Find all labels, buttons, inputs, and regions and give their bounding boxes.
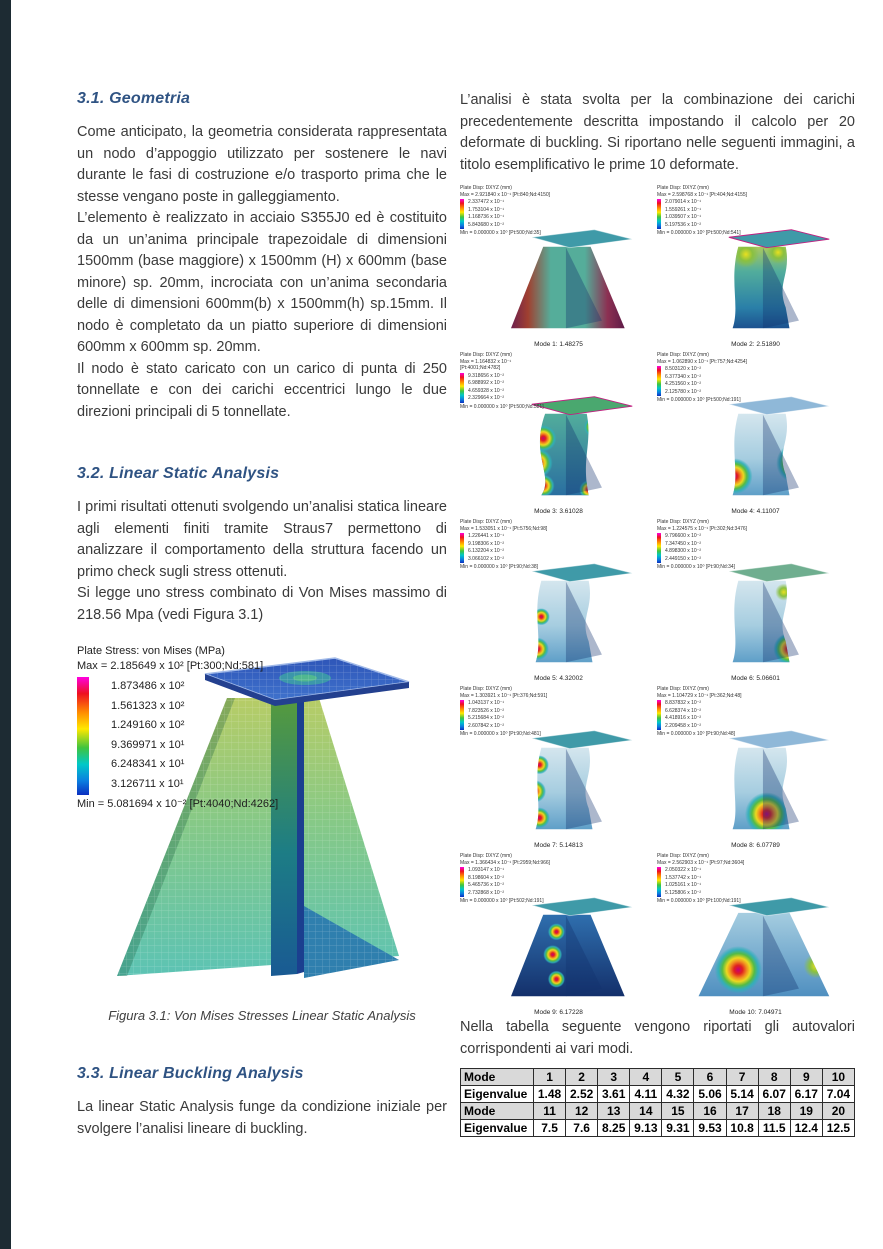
mode-legend-value: 6.377340 x 10⁻²	[665, 373, 701, 380]
mode-label: Mode 10: 7.04971	[729, 1009, 782, 1016]
mode-figure	[460, 683, 657, 850]
mode-legend-min: Min = 0.000000 x 10⁰ [Pt:90;Nd:48]	[657, 731, 736, 737]
mode-legend-title: Plate Disp: DXYZ (mm)	[460, 352, 512, 358]
left-column	[77, 90, 447, 1140]
value-cell: 5.06	[694, 1086, 726, 1103]
value-cell: 2	[566, 1069, 598, 1086]
mode-legend-value: 7.823526 x 10⁻²	[468, 707, 504, 714]
figure-caption: Figura 3.1: Von Mises Stresses Linear Static Analysis	[108, 1008, 416, 1023]
mode-legend-value: 2.050322 x 10⁻¹	[665, 867, 701, 873]
mode-legend-value: 4.418916 x 10⁻²	[665, 715, 701, 721]
legend-value: 3.126711 x 10¹	[111, 777, 184, 790]
paragraph: La linear Static Analysis funge da condizione iniziale per svolgere l’analisi lineare di buckling.	[77, 1099, 447, 1137]
mode-figure	[657, 683, 854, 850]
mode-legend	[657, 686, 749, 738]
value-cell: 9.31	[662, 1120, 694, 1137]
mode-legend-title: Plate Disp: DXYZ (mm)	[657, 686, 709, 692]
mode-legend-max: Max = 1.164832 x 10⁻¹ [Pt:4001;Nd:4782]	[460, 358, 512, 371]
mode-legend-min: Min = 0.000000 x 10⁰ [Pt:90;Nd:481]	[460, 731, 541, 737]
legend-value: 1.561323 x 10²	[111, 699, 185, 712]
value-cell: 6.17	[790, 1086, 822, 1103]
value-cell: 17	[726, 1103, 758, 1120]
table-row	[461, 1103, 855, 1120]
mode-legend-min: Min = 0.000000 x 10⁰ [Pt:500;Nd:581]	[460, 403, 544, 410]
color-scale-bar	[77, 677, 89, 795]
paragraph: Come anticipato, la geometria considerata rappresentata un nodo d’appoggio utilizzato per sostenere le navi durante le fasi di costruzione e/o trasporto prima che le stesse vengano poste in galleggiamento.	[77, 124, 447, 205]
mode-legend-value: 6.628374 x 10⁻²	[665, 707, 701, 714]
mode-legend-value: 5.197536 x 10⁻²	[665, 221, 701, 228]
mode-legend-values	[665, 366, 701, 396]
mode-color-scale-bar	[657, 199, 661, 229]
mode-legend-values	[665, 700, 701, 730]
value-cell: 10	[822, 1069, 854, 1086]
mode-figure	[460, 516, 657, 683]
mode-deformation-plot	[475, 890, 655, 1002]
row-label-cell: Eigenvalue	[461, 1086, 534, 1103]
mode-legend-min: Min = 0.000000 x 10⁰ [Pt:500;Nd:35]	[460, 230, 541, 236]
mode-figure	[657, 182, 854, 349]
mode-legend-value: 8.503120 x 10⁻²	[665, 366, 701, 372]
legend-min: Min = 5.081694 x 10⁻² [Pt:4040;Nd:4262]	[77, 798, 279, 810]
value-cell: 7.6	[566, 1120, 598, 1137]
row-label-cell: Mode	[461, 1103, 534, 1120]
eigenvalue-table	[460, 1068, 855, 1137]
mode-color-scale-bar	[657, 867, 661, 897]
mode-legend-values	[665, 199, 701, 229]
mode-label: Mode 9: 6.17228	[534, 1009, 583, 1016]
mode-legend	[460, 686, 552, 738]
mode-legend-max: Max = 1.062890 x 10⁻¹ [Pt:757;Nd:4254]	[657, 358, 748, 365]
value-cell: 3	[598, 1069, 630, 1086]
mode-legend-value: 9.318656 x 10⁻²	[468, 372, 504, 379]
mode-color-scale-bar	[657, 366, 661, 396]
value-cell: 11.5	[758, 1120, 790, 1137]
table-row	[461, 1120, 855, 1137]
legend-max: Max = 2.185649 x 10² [Pt:300;Nd:581]	[77, 660, 264, 672]
row-label-cell: Mode	[461, 1069, 534, 1086]
mode-legend-max: Max = 2.562903 x 10⁻¹ [Pt:97;Nd:3604]	[657, 859, 745, 866]
mode-legend-value: 6.988992 x 10⁻²	[468, 380, 504, 386]
paragraph: Si legge uno stress combinato di Von Mises massimo di 218.56 Mpa (vedi Figura 3.1)	[77, 585, 447, 623]
mode-legend-title: Plate Disp: DXYZ (mm)	[460, 185, 512, 191]
mode-legend-value: 1.093147 x 10⁻¹	[468, 867, 504, 873]
value-cell: 7.04	[822, 1086, 854, 1103]
paragraph: I primi risultati ottenuti svolgendo un’analisi statica lineare agli elementi finiti tramite Straus7 permettono di analizzare il comportamento della struttura facendo un primo check sugli stress ottenuti.	[77, 499, 447, 580]
mode-legend-max: Max = 1.303921 x 10⁻¹ [Pt:376;Nd:591]	[460, 692, 548, 699]
mode-legend-title: Plate Disp: DXYZ (mm)	[657, 853, 709, 859]
mode-legend-min: Min = 0.000000 x 10⁰ [Pt:90;Nd:38]	[460, 564, 539, 570]
section-heading-linear-buckling: 3.3. Linear Buckling Analysis	[77, 1065, 304, 1082]
mode-legend	[460, 185, 552, 237]
value-cell: 6	[694, 1069, 726, 1086]
mode-legend-value: 5.215684 x 10⁻²	[468, 715, 504, 721]
legend-value: 1.873486 x 10²	[111, 680, 185, 692]
table-row	[461, 1086, 855, 1103]
value-cell: 7.5	[534, 1120, 566, 1137]
mode-figure	[657, 349, 854, 516]
mode-legend-value: 1.025161 x 10⁻¹	[665, 882, 701, 888]
mode-legend-title: Plate Disp: DXYZ (mm)	[460, 686, 512, 692]
mode-legend-value: 2.607842 x 10⁻²	[468, 722, 504, 729]
mode-legend-value: 5.465736 x 10⁻²	[468, 882, 504, 888]
mode-legend-values	[468, 867, 504, 897]
mode-legend-title: Plate Disp: DXYZ (mm)	[657, 185, 709, 191]
mode-legend-value: 4.659328 x 10⁻²	[468, 387, 504, 394]
table-row	[461, 1069, 855, 1086]
mode-legend-value: 1.753104 x 10⁻¹	[468, 206, 504, 213]
mode-legend-value: 2.329664 x 10⁻²	[468, 395, 504, 401]
mode-label: Mode 6: 5.06601	[731, 675, 780, 682]
mode-legend-value: 9.796600 x 10⁻²	[665, 533, 701, 539]
value-cell: 16	[694, 1103, 726, 1120]
mode-legend-value: 2.449150 x 10⁻²	[665, 555, 701, 562]
mode-legend-values	[468, 700, 504, 730]
value-cell: 12.4	[790, 1120, 822, 1137]
mode-legend-values	[665, 533, 701, 563]
value-cell: 3.61	[598, 1086, 630, 1103]
stress-legend	[77, 644, 327, 812]
value-cell: 7	[726, 1069, 758, 1086]
mode-label: Mode 8: 6.07789	[731, 842, 780, 849]
value-cell: 4	[630, 1069, 662, 1086]
mode-legend-title: Plate Disp: DXYZ (mm)	[657, 352, 709, 358]
legend-values	[111, 677, 184, 795]
mode-legend-value: 7.347450 x 10⁻²	[665, 540, 701, 547]
mode-figure	[460, 850, 657, 1017]
mode-legend-max: Max = 2.921840 x 10⁻¹ [Pt:840;Nd:4150]	[460, 191, 551, 198]
mode-label: Mode 3: 3.61028	[534, 508, 583, 515]
value-cell: 5.14	[726, 1086, 758, 1103]
mode-legend-value: 5.843680 x 10⁻²	[468, 221, 504, 228]
mode-figure	[657, 516, 854, 683]
mode-legend-value: 8.198604 x 10⁻²	[468, 874, 504, 881]
mode-legend-value: 9.198306 x 10⁻²	[468, 540, 504, 547]
value-cell: 1	[534, 1069, 566, 1086]
mode-legend	[657, 519, 749, 571]
value-cell: 9	[790, 1069, 822, 1086]
mode-deformation-plot	[475, 723, 655, 835]
value-cell: 8	[758, 1069, 790, 1086]
mode-legend	[460, 352, 552, 410]
mode-legend-value: 1.168736 x 10⁻¹	[468, 214, 504, 220]
mode-legend-value: 4.251560 x 10⁻²	[665, 381, 701, 387]
value-cell: 2.52	[566, 1086, 598, 1103]
mode-legend-value: 6.132204 x 10⁻²	[468, 548, 504, 554]
mode-deformation-plot	[672, 389, 852, 501]
value-cell: 15	[662, 1103, 694, 1120]
value-cell: 12	[566, 1103, 598, 1120]
value-cell: 12.5	[822, 1120, 854, 1137]
mode-legend-title: Plate Disp: DXYZ (mm)	[460, 853, 512, 859]
mode-legend-value: 2.125780 x 10⁻²	[665, 388, 701, 395]
mode-label: Mode 7: 5.14813	[534, 842, 583, 849]
row-label-cell: Eigenvalue	[461, 1120, 534, 1137]
mode-legend-value: 2.732868 x 10⁻²	[468, 889, 504, 896]
mode-deformation-plot	[672, 222, 852, 334]
mode-color-scale-bar	[460, 199, 464, 229]
mode-label: Mode 2: 2.51890	[731, 341, 780, 348]
value-cell: 4.11	[630, 1086, 662, 1103]
mode-figure	[657, 850, 854, 1017]
mode-label: Mode 4: 4.11007	[731, 508, 780, 515]
mode-color-scale-bar	[657, 700, 661, 730]
mode-legend-values	[665, 867, 701, 897]
mode-legend	[460, 853, 552, 905]
mode-legend-value: 4.898300 x 10⁻²	[665, 548, 701, 554]
mode-legend	[657, 853, 749, 905]
mode-legend-value: 2.079014 x 10⁻¹	[665, 199, 701, 205]
value-cell: 9.13	[630, 1120, 662, 1137]
mode-legend-max: Max = 1.224575 x 10⁻¹ [Pt:302;Nd:3476]	[657, 525, 748, 532]
mode-legend-value: 2.337472 x 10⁻¹	[468, 199, 504, 205]
mode-legend-max: Max = 1.366434 x 10⁻¹ [Pt:2959;Nd:966]	[460, 859, 551, 866]
paragraph: Il nodo è stato caricato con un carico di punta di 250 tonnellate e con dei carichi eccentrici lungo le due direzioni principali di 5 tonnellate.	[77, 360, 447, 420]
mode-legend-values	[468, 373, 504, 403]
mode-legend-value: 1.226441 x 10⁻¹	[468, 533, 504, 539]
mode-legend-max: Max = 1.104729 x 10⁻¹ [Pt:362;Nd:48]	[657, 692, 742, 699]
value-cell: 1.48	[534, 1086, 566, 1103]
mode-color-scale-bar	[460, 700, 464, 730]
mode-legend	[460, 519, 552, 571]
legend-value: 1.249160 x 10²	[111, 719, 185, 732]
value-cell: 11	[534, 1103, 566, 1120]
mode-legend-value: 3.066102 x 10⁻²	[468, 555, 504, 562]
buckling-mode-grid	[460, 182, 855, 1017]
mode-color-scale-bar	[460, 867, 464, 897]
mode-legend-value: 1.043137 x 10⁻¹	[468, 700, 504, 706]
mode-legend-min: Min = 0.000000 x 10⁰ [Pt:90;Nd:34]	[657, 564, 736, 570]
mode-deformation-plot	[672, 890, 852, 1002]
mode-legend-title: Plate Disp: DXYZ (mm)	[657, 519, 709, 525]
mode-label: Mode 5: 4.32002	[534, 675, 583, 682]
mode-legend	[657, 185, 749, 237]
mode-legend	[657, 352, 749, 404]
value-cell: 5	[662, 1069, 694, 1086]
mode-legend-values	[468, 533, 504, 563]
right-column	[460, 90, 855, 1137]
value-cell: 9.53	[694, 1120, 726, 1137]
mode-legend-title: Plate Disp: DXYZ (mm)	[460, 519, 512, 525]
legend-title: Plate Stress: von Mises (MPa)	[77, 645, 225, 657]
paragraph: L’elemento è realizzato in acciaio S355J0 ed è costituito da un un’anima principale trapezoidale di dimensioni 1500mm (base maggiore) x 1500mm (H) x 600mm (base minore) sp. 20mm, incrociata con un’anima secondaria delle di dimensioni 600mm(b) x 1500mm(h) sp.15mm. Il nodo è completato da un piatto superiore di dimensioni 600mm x 600mm sp. 20mm.	[77, 210, 447, 355]
mode-legend-min: Min = 0.000000 x 10⁰ [Pt:100;Nd:191]	[657, 898, 741, 904]
mode-legend-max: Max = 2.598768 x 10⁻¹ [Pt:404;Nd:4155]	[657, 191, 748, 198]
mode-color-scale-bar	[460, 373, 464, 403]
mode-legend-values	[468, 199, 504, 229]
value-cell: 4.32	[662, 1086, 694, 1103]
paragraph: Nella tabella seguente vengono riportati gli autovalori corrispondenti ai vari modi.	[460, 1019, 855, 1057]
mode-legend-min: Min = 0.000000 x 10⁰ [Pt:500;Nd:191]	[657, 397, 741, 403]
mode-legend-value: 8.837832 x 10⁻²	[665, 700, 701, 706]
mode-figure	[460, 349, 657, 516]
mode-deformation-plot	[672, 556, 852, 668]
mode-deformation-plot	[672, 723, 852, 835]
value-cell: 10.8	[726, 1120, 758, 1137]
mode-legend-min: Min = 0.000000 x 10⁰ [Pt:502;Nd:191]	[460, 898, 544, 904]
von-mises-figure	[77, 644, 447, 994]
value-cell: 6.07	[758, 1086, 790, 1103]
mode-legend-value: 2.209458 x 10⁻²	[665, 722, 701, 729]
section-heading-linear-static: 3.2. Linear Static Analysis	[77, 465, 280, 482]
value-cell: 19	[790, 1103, 822, 1120]
mode-color-scale-bar	[460, 533, 464, 563]
legend-value: 6.248341 x 10¹	[111, 758, 185, 771]
mode-legend-value: 1.559261 x 10⁻¹	[665, 206, 701, 213]
paragraph: L’analisi è stata svolta per la combinazione dei carichi precedentemente descritta impostando il calcolo per 20 deformate di buckling. Si riportano nelle seguenti immagini, a titolo esemplificativo le prime 10 deformate.	[460, 92, 855, 173]
mode-legend-value: 1.537742 x 10⁻¹	[665, 874, 701, 881]
mode-deformation-plot	[475, 222, 655, 334]
section-heading-geometria: 3.1. Geometria	[77, 90, 191, 107]
mode-label: Mode 1: 1.48275	[534, 341, 583, 348]
value-cell: 14	[630, 1103, 662, 1120]
value-cell: 18	[758, 1103, 790, 1120]
page-edge-bar	[0, 0, 11, 1249]
mode-color-scale-bar	[657, 533, 661, 563]
mode-figure	[460, 182, 657, 349]
value-cell: 13	[598, 1103, 630, 1120]
mode-legend-max: Max = 1.533051 x 10⁻¹ [Pt:5756;Nd:98]	[460, 525, 548, 532]
value-cell: 8.25	[598, 1120, 630, 1137]
mode-legend-min: Min = 0.000000 x 10⁰ [Pt:500;Nd:541]	[657, 230, 741, 236]
value-cell: 20	[822, 1103, 854, 1120]
mode-legend-value: 5.125806 x 10⁻²	[665, 889, 701, 896]
legend-value: 9.369971 x 10¹	[111, 738, 185, 751]
mode-deformation-plot	[475, 556, 655, 668]
mode-legend-value: 1.039507 x 10⁻¹	[665, 214, 701, 220]
